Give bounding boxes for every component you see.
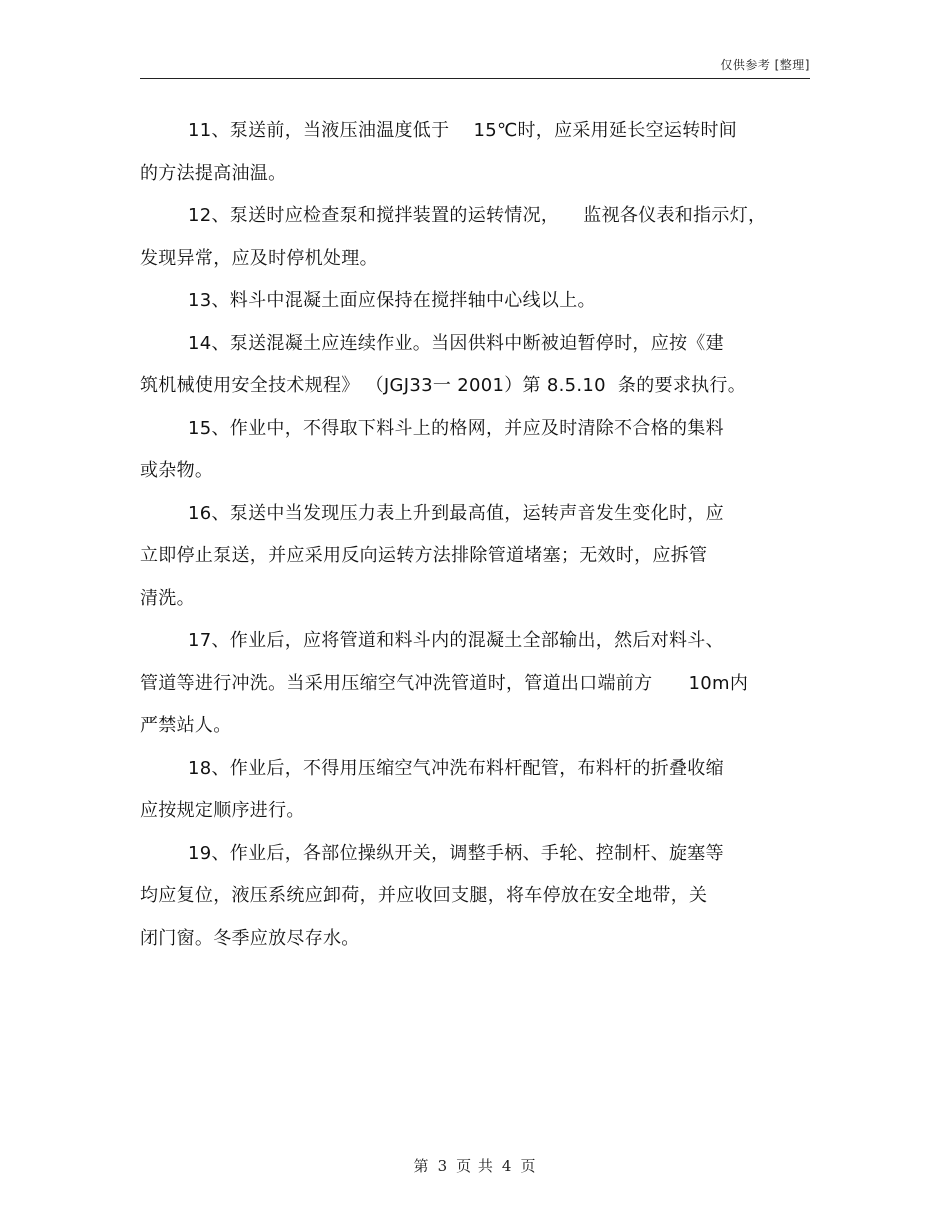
paragraph-line: 立即停止泵送，并应采用反向运转方法排除管道堵塞；无效时，应拆管 — [140, 545, 708, 566]
paragraph-line: 管道等进行冲洗。当采用压缩空气冲洗管道时，管道出口端前方 10m内 — [140, 672, 749, 694]
paragraph-line: 14、泵送混凝土应连续作业。当因供料中断被迫暂停时，应按《建 — [188, 332, 724, 354]
paragraph-11 — [140, 110, 810, 195]
paragraph-line: 12、泵送时应检查泵和搅拌装置的运转情况， 监视各仪表和指示灯， — [188, 205, 767, 226]
paragraph-line: 筑机械使用安全技术规程》 （JGJ33一 2001）第 8.5.10 条的要求执行。 — [140, 375, 747, 396]
paragraph-19 — [140, 833, 810, 961]
footer-prefix: 第 — [413, 1157, 430, 1175]
paragraph-18 — [140, 748, 810, 833]
paragraph-line: 11、泵送前，当液压油温度低于 15℃时，应采用延长空运转时间 — [188, 120, 738, 141]
header-note: 仅供参考 [整理] — [720, 58, 810, 72]
paragraph-line: 的方法提高油温。 — [140, 162, 287, 184]
paragraph-line: 13、料斗中混凝土面应保持在搅拌轴中心线以上。 — [188, 290, 596, 311]
paragraph-13 — [140, 280, 810, 323]
paragraph-line: 16、泵送中当发现压力表上升到最高值，运转声音发生变化时，应 — [188, 502, 724, 524]
document-body — [140, 110, 810, 960]
paragraph-line: 均应复位，液压系统应卸荷，并应收回支腿，将车停放在安全地带，关 — [140, 885, 708, 906]
page-header — [140, 52, 810, 79]
paragraph-line: 15、作业中，不得取下料斗上的格网，并应及时清除不合格的集料 — [188, 417, 724, 439]
paragraph-line: 17、作业后，应将管道和料斗内的混凝土全部输出，然后对料斗、 — [188, 630, 724, 651]
paragraph-line: 18、作业后，不得用压缩空气冲洗布料杆配管，布料杆的折叠收缩 — [188, 757, 724, 779]
paragraph-line: 或杂物。 — [140, 460, 214, 481]
footer-middle: 页 共 — [456, 1157, 494, 1175]
paragraph-line: 闭门窗。冬季应放尽存水。 — [140, 927, 360, 949]
paragraph-line: 发现异常，应及时停机处理。 — [140, 247, 378, 269]
paragraph-line: 19、作业后，各部位操纵开关，调整手柄、手轮、控制杆、旋塞等 — [188, 842, 724, 864]
page-footer — [0, 1155, 950, 1176]
paragraph-14 — [140, 323, 810, 408]
paragraph-line: 应按规定顺序进行。 — [140, 800, 305, 821]
paragraph-line: 严禁站人。 — [140, 715, 232, 736]
paragraph-12 — [140, 195, 810, 280]
paragraph-16 — [140, 493, 810, 621]
footer-total-pages: 4 — [501, 1157, 513, 1175]
paragraph-15 — [140, 408, 810, 493]
footer-suffix: 页 — [520, 1157, 537, 1175]
paragraph-17 — [140, 620, 810, 748]
paragraph-line: 清洗。 — [140, 587, 195, 609]
footer-current-page: 3 — [437, 1157, 449, 1175]
